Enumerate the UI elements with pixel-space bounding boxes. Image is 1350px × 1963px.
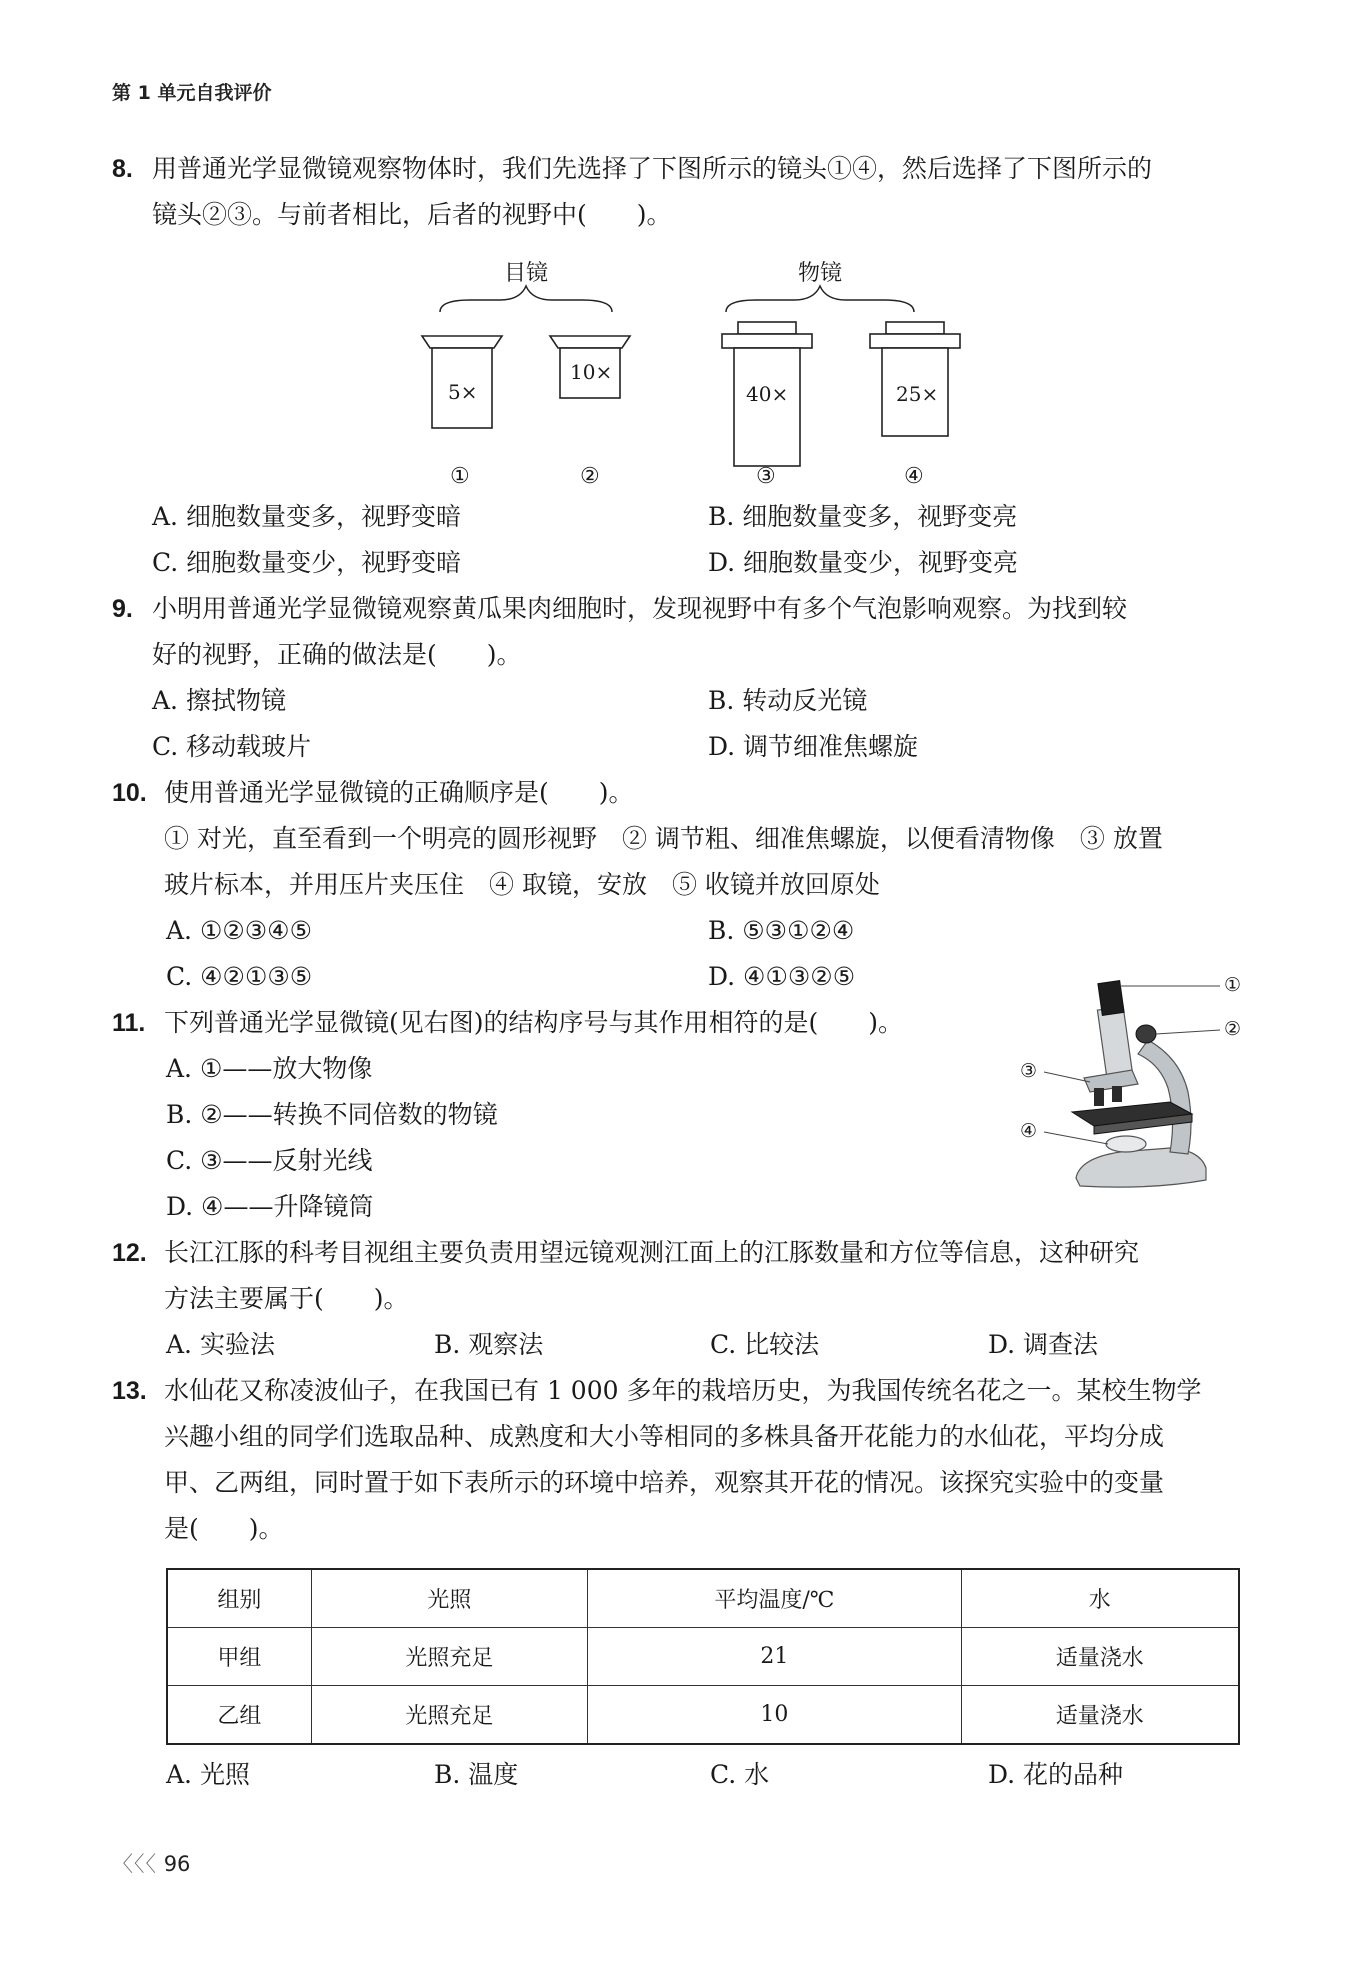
table-cell: 10 <box>588 1686 962 1745</box>
option-a: A. ①②③④⑤ <box>166 916 313 945</box>
table-header-row <box>167 1569 1239 1628</box>
table-cell: 甲组 <box>167 1628 311 1686</box>
eyepiece-label: 目镜 <box>504 261 549 286</box>
option-a: A. 擦拭物镜 <box>152 686 286 715</box>
microscope-label-2: ② <box>1224 1018 1242 1040</box>
question-number: 11. <box>112 1009 146 1037</box>
table-cell: 适量浇水 <box>961 1686 1239 1745</box>
lens-index: ④ <box>904 464 924 489</box>
question-text: 甲、乙两组，同时置于如下表所示的环境中培养，观察其开花的情况。该探究实验中的变量 <box>164 1468 1165 1497</box>
lens-magnification: 25× <box>896 382 939 406</box>
table-header-cell: 平均温度/℃ <box>588 1569 962 1628</box>
lens-diagram <box>410 256 970 496</box>
question-text: 水仙花又称凌波仙子，在我国已有 1 000 多年的栽培历史，为我国传统名花之一。某校生物学 <box>164 1376 1202 1405</box>
option-d: D. 花的品种 <box>988 1760 1124 1789</box>
lens-index: ② <box>580 464 600 489</box>
microscope-label-3: ③ <box>1020 1060 1038 1082</box>
option-b: B. 细胞数量变多，视野变亮 <box>708 502 1018 531</box>
lens-index: ③ <box>756 464 776 489</box>
table-header-cell: 光照 <box>311 1569 587 1628</box>
table-cell: 乙组 <box>167 1686 311 1745</box>
question-text: 长江江豚的科考目视组主要负责用望远镜观测江面上的江豚数量和方位等信息，这种研究 <box>164 1238 1140 1267</box>
lens-magnification: 40× <box>746 382 789 406</box>
option-b: B. 观察法 <box>434 1330 544 1359</box>
option-a: A. 实验法 <box>166 1330 275 1359</box>
lens-magnification: 5× <box>448 380 478 404</box>
question-text: 小明用普通光学显微镜观察黄瓜果肉细胞时，发现视野中有多个气泡影响观察。为找到较 <box>152 594 1128 623</box>
question-text: 镜头②③。与前者相比，后者的视野中( )。 <box>152 200 672 229</box>
question-text: 玻片标本，并用压片夹压住 ④ 取镜，安放 ⑤ 收镜并放回原处 <box>164 870 880 899</box>
question-text: ① 对光，直至看到一个明亮的圆形视野 ② 调节粗、细准焦螺旋，以便看清物像 ③ 放置 <box>164 824 1163 853</box>
question-text: 是( )。 <box>164 1514 284 1543</box>
question-number: 13. <box>112 1377 147 1405</box>
option-b: B. ⑤③①②④ <box>708 916 855 945</box>
option-a: A. 细胞数量变多，视野变暗 <box>152 502 461 531</box>
question-number: 9. <box>112 595 133 623</box>
question-number: 8. <box>112 155 133 183</box>
microscope-label-1: ① <box>1224 974 1242 996</box>
option-d: D. ④①③②⑤ <box>708 962 856 991</box>
question-12 <box>112 1230 1240 1322</box>
option-d: D. ④——升降镜筒 <box>166 1192 374 1221</box>
option-a: A. ①——放大物像 <box>166 1054 373 1083</box>
question-text: 兴趣小组的同学们选取品种、成熟度和大小等相同的多株具备开花能力的水仙花，平均分成 <box>164 1422 1165 1451</box>
option-b: B. ②——转换不同倍数的物镜 <box>166 1100 498 1129</box>
page-footer <box>112 1848 190 1878</box>
objective-label: 物镜 <box>798 261 843 286</box>
option-d: D. 细胞数量变少，视野变亮 <box>708 548 1019 577</box>
table-header-cell: 水 <box>961 1569 1239 1628</box>
lens-figure <box>410 256 970 500</box>
option-a: A. 光照 <box>166 1760 250 1789</box>
chevrons-icon: 〈〈〈 <box>112 1852 157 1876</box>
table-cell: 光照充足 <box>311 1628 587 1686</box>
question-text: 使用普通光学显微镜的正确顺序是( )。 <box>164 778 634 807</box>
microscope-figure <box>1020 968 1250 1202</box>
table-cell: 21 <box>588 1628 962 1686</box>
microscope-illustration <box>1020 968 1250 1198</box>
lens-index: ① <box>450 464 470 489</box>
option-b: B. 转动反光镜 <box>708 686 868 715</box>
microscope-label-4: ④ <box>1020 1120 1038 1142</box>
question-10 <box>112 770 1240 908</box>
question-text: 下列普通光学显微镜(见右图)的结构序号与其作用相符的是( )。 <box>164 1008 904 1037</box>
experiment-table <box>166 1568 1240 1745</box>
option-d: D. 调查法 <box>988 1330 1099 1359</box>
option-c: C. 水 <box>710 1760 770 1789</box>
option-b: B. 温度 <box>434 1760 519 1789</box>
page-number: 96 <box>163 1852 191 1876</box>
question-number: 10. <box>112 779 147 807</box>
table-header-cell: 组别 <box>167 1569 311 1628</box>
question-text: 用普通光学显微镜观察物体时，我们先选择了下图所示的镜头①④，然后选择了下图所示的 <box>152 154 1153 183</box>
question-13 <box>112 1368 1240 1552</box>
table-row <box>167 1628 1239 1686</box>
option-d: D. 调节细准焦螺旋 <box>708 732 919 761</box>
option-c: C. 细胞数量变少，视野变暗 <box>152 548 462 577</box>
question-number: 12. <box>112 1239 147 1267</box>
option-c: C. 移动载玻片 <box>152 732 312 761</box>
question-text: 好的视野，正确的做法是( )。 <box>152 640 522 669</box>
option-c: C. 比较法 <box>710 1330 820 1359</box>
option-c: C. ④②①③⑤ <box>166 962 313 991</box>
table-cell: 适量浇水 <box>961 1628 1239 1686</box>
question-8 <box>112 146 1240 238</box>
page-header: 第 1 单元自我评价 <box>112 82 272 104</box>
question-text: 方法主要属于( )。 <box>164 1284 409 1313</box>
table-row <box>167 1686 1239 1745</box>
table-cell: 光照充足 <box>311 1686 587 1745</box>
option-c: C. ③——反射光线 <box>166 1146 373 1175</box>
lens-magnification: 10× <box>570 360 613 384</box>
question-9 <box>112 586 1240 678</box>
